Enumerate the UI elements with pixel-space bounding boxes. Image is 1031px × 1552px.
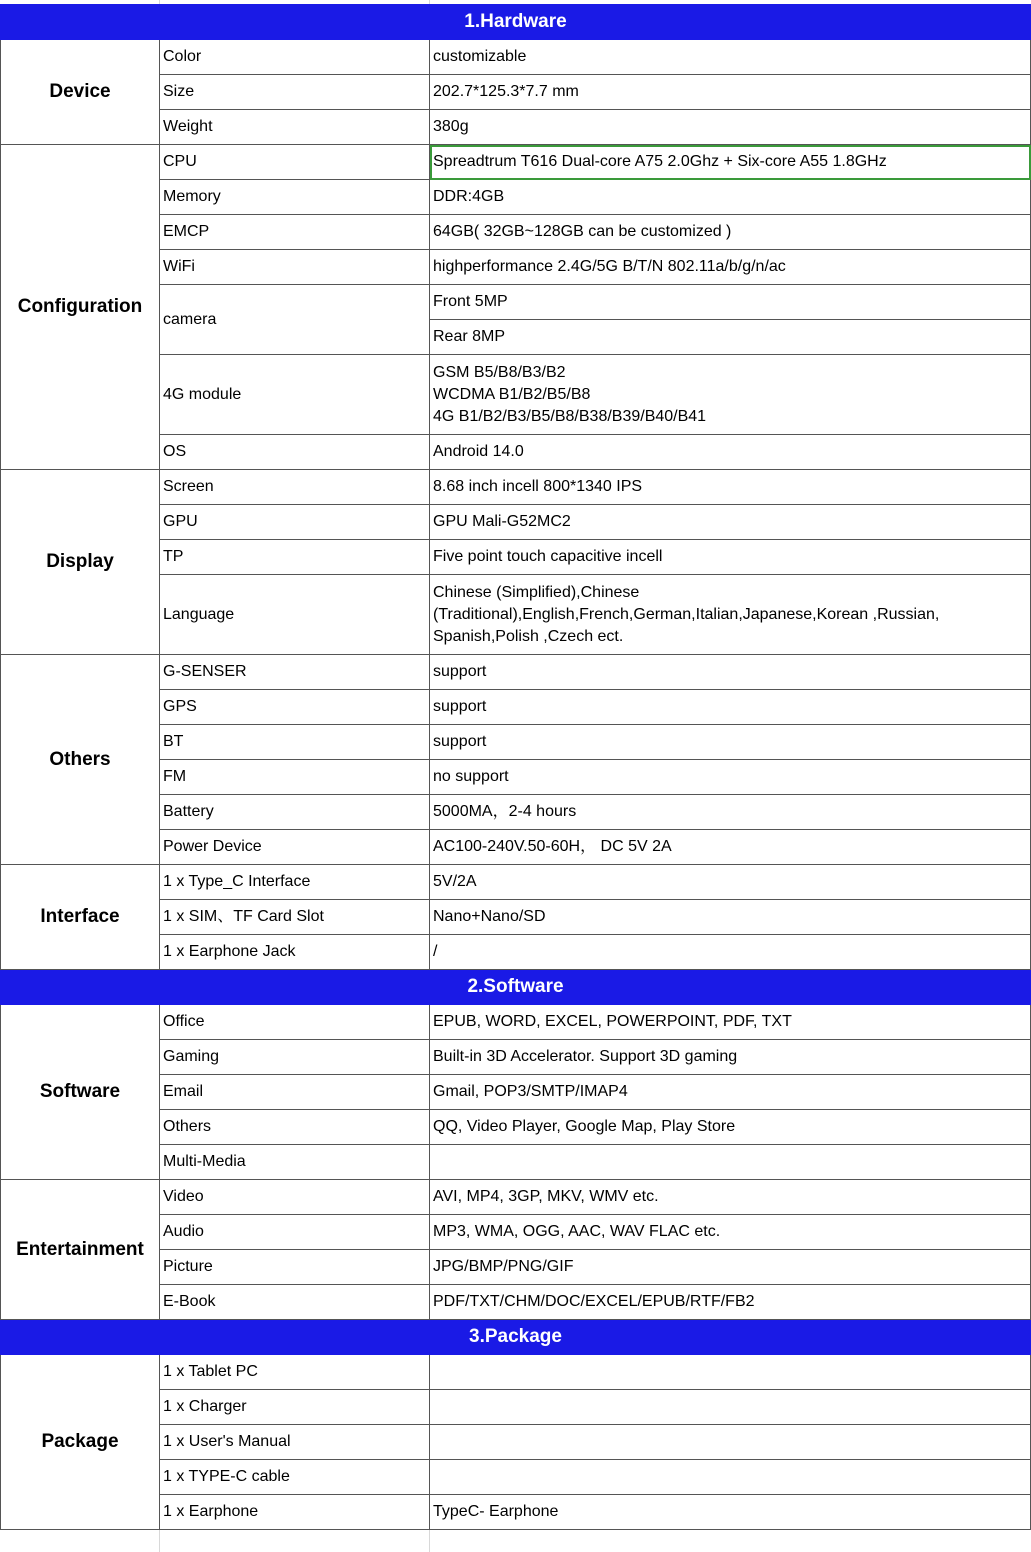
spec-value-line: (Traditional),English,French,German,Italian,Japanese,Korean ,Russian, <box>433 605 940 623</box>
spec-label: 1 x SIM、TF Card Slot <box>160 900 430 935</box>
spec-value <box>430 1355 1031 1390</box>
spec-value: support <box>430 690 1031 725</box>
category-package: Package <box>1 1355 160 1530</box>
spec-value: PDF/TXT/CHM/DOC/EXCEL/EPUB/RTF/FB2 <box>430 1285 1031 1320</box>
category-interface: Interface <box>1 865 160 970</box>
spec-value: 64GB( 32GB~128GB can be customized ) <box>430 215 1031 250</box>
spec-value: no support <box>430 760 1031 795</box>
spec-label: camera <box>160 285 430 355</box>
spec-value: 380g <box>430 110 1031 145</box>
spec-value: Built-in 3D Accelerator. Support 3D gaming <box>430 1040 1031 1075</box>
category-display: Display <box>1 470 160 655</box>
spec-label: 1 x Earphone Jack <box>160 935 430 970</box>
spec-value <box>430 1425 1031 1460</box>
spec-value: AVI, MP4, 3GP, MKV, WMV etc. <box>430 1180 1031 1215</box>
spec-label: Battery <box>160 795 430 830</box>
spec-label: Screen <box>160 470 430 505</box>
spec-value-line: Chinese (Simplified),Chinese <box>433 583 640 601</box>
spec-label: BT <box>160 725 430 760</box>
spec-row-1-x-type-c-interface <box>1 865 1031 900</box>
spec-label: GPU <box>160 505 430 540</box>
section-header-row <box>1 970 1031 1005</box>
category-configuration: Configuration <box>1 145 160 470</box>
spec-value-line: GSM B5/B8/B3/B2 <box>433 363 566 381</box>
spec-label: Picture <box>160 1250 430 1285</box>
spec-label: EMCP <box>160 215 430 250</box>
spec-row-1-x-tablet-pc <box>1 1355 1031 1390</box>
section-title: 2.Software <box>1 970 1031 1005</box>
spec-value: customizable <box>430 40 1031 75</box>
spec-label: Gaming <box>160 1040 430 1075</box>
spec-row-video <box>1 1180 1031 1215</box>
spec-row-screen <box>1 470 1031 505</box>
category-software: Software <box>1 1005 160 1180</box>
spec-value: AC100-240V.50-60H， DC 5V 2A <box>430 830 1031 865</box>
spec-value: 202.7*125.3*7.7 mm <box>430 75 1031 110</box>
spec-label: Multi-Media <box>160 1145 430 1180</box>
spec-label: Office <box>160 1005 430 1040</box>
spec-label: Size <box>160 75 430 110</box>
spec-label: 1 x Tablet PC <box>160 1355 430 1390</box>
spec-row-color <box>1 40 1031 75</box>
spec-value: 8.68 inch incell 800*1340 IPS <box>430 470 1031 505</box>
spec-row-g-senser <box>1 655 1031 690</box>
spec-label: Email <box>160 1075 430 1110</box>
spec-value: DDR:4GB <box>430 180 1031 215</box>
spec-value: support <box>430 655 1031 690</box>
spec-value: GPU Mali-G52MC2 <box>430 505 1031 540</box>
spec-value: EPUB, WORD, EXCEL, POWERPOINT, PDF, TXT <box>430 1005 1031 1040</box>
spec-value <box>430 575 1031 655</box>
spec-label: 1 x Earphone <box>160 1495 430 1530</box>
spec-value <box>430 1460 1031 1495</box>
spec-value: Gmail, POP3/SMTP/IMAP4 <box>430 1075 1031 1110</box>
spec-label: CPU <box>160 145 430 180</box>
spec-value <box>430 1390 1031 1425</box>
spec-label: Color <box>160 40 430 75</box>
section-title: 1.Hardware <box>1 5 1031 40</box>
spec-value: TypeC- Earphone <box>430 1495 1031 1530</box>
spec-label: FM <box>160 760 430 795</box>
spec-value: QQ, Video Player, Google Map, Play Store <box>430 1110 1031 1145</box>
spec-label: OS <box>160 435 430 470</box>
spec-label: Weight <box>160 110 430 145</box>
spec-label: Power Device <box>160 830 430 865</box>
spec-label: 1 x Type_C Interface <box>160 865 430 900</box>
section-header-row <box>1 1320 1031 1355</box>
spec-value <box>430 1145 1031 1180</box>
spec-row-cpu <box>1 145 1031 180</box>
spec-label: 1 x Charger <box>160 1390 430 1425</box>
spec-label: 4G module <box>160 355 430 435</box>
spec-value: Rear 8MP <box>430 320 1031 355</box>
spec-label: Others <box>160 1110 430 1145</box>
spec-value: Android 14.0 <box>430 435 1031 470</box>
spec-value: JPG/BMP/PNG/GIF <box>430 1250 1031 1285</box>
spec-label: TP <box>160 540 430 575</box>
spec-value: / <box>430 935 1031 970</box>
spec-value: Front 5MP <box>430 285 1031 320</box>
spec-sheet <box>0 4 1031 1530</box>
spec-value: support <box>430 725 1031 760</box>
spec-label: Audio <box>160 1215 430 1250</box>
spec-value-line: 4G B1/B2/B3/B5/B8/B38/B39/B40/B41 <box>433 407 707 425</box>
spec-label: 1 x User's Manual <box>160 1425 430 1460</box>
section-header-row <box>1 5 1031 40</box>
spec-value-line: WCDMA B1/B2/B5/B8 <box>433 385 591 403</box>
spec-value <box>430 355 1031 435</box>
spec-value[interactable]: Spreadtrum T616 Dual-core A75 2.0Ghz + Six-core A55 1.8GHz <box>430 145 1031 180</box>
spec-label: 1 x TYPE-C cable <box>160 1460 430 1495</box>
category-others: Others <box>1 655 160 865</box>
spec-value: Nano+Nano/SD <box>430 900 1031 935</box>
category-device: Device <box>1 40 160 145</box>
spec-label: GPS <box>160 690 430 725</box>
spec-value: Five point touch capacitive incell <box>430 540 1031 575</box>
section-title: 3.Package <box>1 1320 1031 1355</box>
spec-value-line: Spanish,Polish ,Czech ect. <box>433 627 624 645</box>
spec-label: Video <box>160 1180 430 1215</box>
spec-value: MP3, WMA, OGG, AAC, WAV FLAC etc. <box>430 1215 1031 1250</box>
category-entertainment: Entertainment <box>1 1180 160 1320</box>
spec-label: Memory <box>160 180 430 215</box>
spec-label: E-Book <box>160 1285 430 1320</box>
spec-value: 5V/2A <box>430 865 1031 900</box>
spec-row-office <box>1 1005 1031 1040</box>
spec-label: G-SENSER <box>160 655 430 690</box>
spec-value: highperformance 2.4G/5G B/T/N 802.11a/b/g/n/ac <box>430 250 1031 285</box>
spec-label: Language <box>160 575 430 655</box>
spec-value: 5000MA，2-4 hours <box>430 795 1031 830</box>
spec-label: WiFi <box>160 250 430 285</box>
